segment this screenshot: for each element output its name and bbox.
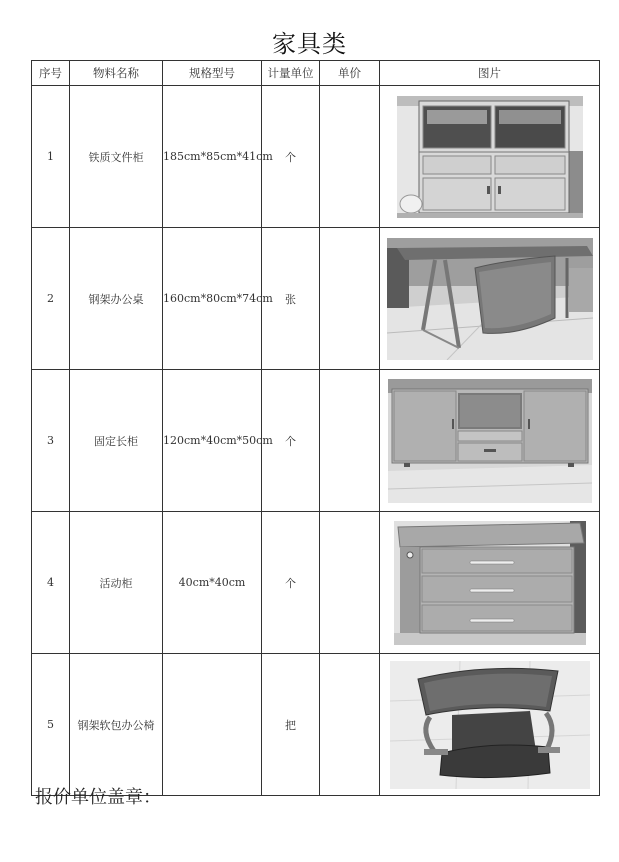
- row-spec: 120cm*40cm*50cm: [163, 370, 262, 512]
- table-header-row: [32, 61, 600, 86]
- page-title: 家具类: [272, 30, 347, 58]
- row-image-cell: [380, 512, 600, 654]
- header-name: 物料名称: [70, 61, 163, 86]
- row-unit: 个: [262, 86, 320, 228]
- quotation-seal-label: 报价单位盖章：: [35, 787, 161, 808]
- row-image-cell: [380, 228, 600, 370]
- office-chair-photo: [390, 661, 590, 789]
- row-image-cell: [380, 654, 600, 796]
- row-spec: 160cm*80cm*74cm: [163, 228, 262, 370]
- office-desk-photo: [387, 238, 593, 360]
- row-name: 钢架办公桌: [70, 228, 163, 370]
- row-index: 4: [32, 512, 70, 654]
- row-index: 1: [32, 86, 70, 228]
- row-unit: 张: [262, 228, 320, 370]
- table-row: [32, 370, 600, 512]
- table-row: [32, 512, 600, 654]
- header-index: 序号: [32, 61, 70, 86]
- row-price: [320, 228, 380, 370]
- mobile-drawer-cabinet-photo: [394, 521, 586, 645]
- row-unit: 把: [262, 654, 320, 796]
- table-row: [32, 228, 600, 370]
- row-name: 钢架软包办公椅: [70, 654, 163, 796]
- row-spec: 40cm*40cm: [163, 512, 262, 654]
- table-row: [32, 86, 600, 228]
- header-spec: 规格型号: [163, 61, 262, 86]
- row-spec: [163, 654, 262, 796]
- row-name: 铁质文件柜: [70, 86, 163, 228]
- row-image-cell: [380, 86, 600, 228]
- row-price: [320, 512, 380, 654]
- table-row: [32, 654, 600, 796]
- row-unit: 个: [262, 370, 320, 512]
- row-index: 2: [32, 228, 70, 370]
- furniture-table: [31, 60, 600, 796]
- filing-cabinet-photo: [397, 96, 583, 218]
- row-index: 3: [32, 370, 70, 512]
- long-cabinet-photo: [388, 379, 592, 503]
- row-index: 5: [32, 654, 70, 796]
- row-price: [320, 654, 380, 796]
- row-image-cell: [380, 370, 600, 512]
- header-image: 图片: [380, 61, 600, 86]
- row-unit: 个: [262, 512, 320, 654]
- row-price: [320, 370, 380, 512]
- header-price: 单价: [320, 61, 380, 86]
- row-price: [320, 86, 380, 228]
- header-unit: 计量单位: [262, 61, 320, 86]
- row-spec: 185cm*85cm*41cm: [163, 86, 262, 228]
- row-name: 固定长柜: [70, 370, 163, 512]
- row-name: 活动柜: [70, 512, 163, 654]
